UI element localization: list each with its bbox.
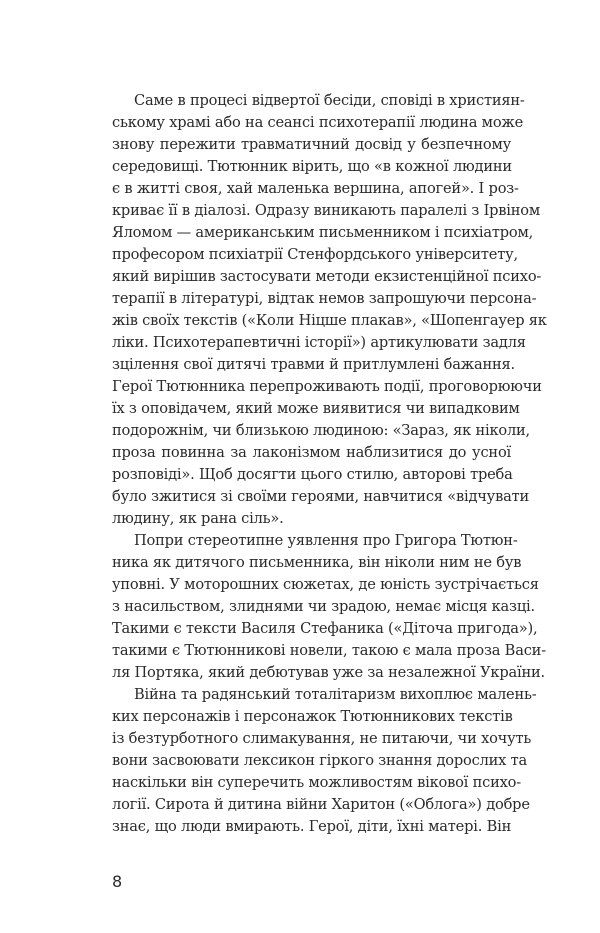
- text-line: Саме в процесі відвертої бесіди, сповіді в християн-: [134, 92, 525, 109]
- text-line: зцілення свої дитячі травми й притлумлені бажання.: [112, 356, 515, 373]
- text-line: жів своїх текстів («Коли Ніцше плакав», «Шопенгауер як: [112, 312, 547, 329]
- text-line: із безтурботного слимакування, не питаючи, чи хочуть: [112, 730, 532, 747]
- paragraph: [112, 684, 537, 838]
- text-line: ліки. Психотерапевтичні історії») артикулювати задля: [112, 334, 526, 351]
- text-line: який вирішив застосувати методи екзистенційної психо-: [112, 268, 542, 285]
- text-line: знову пережити травматичний досвід у безпечному: [112, 136, 511, 153]
- text-line: людину, як рана сіль».: [112, 510, 284, 527]
- text-line: уповні. У моторошних сюжетах, де юність зустрічається: [112, 576, 539, 593]
- page-number: 8: [112, 872, 123, 891]
- text-line: розповіді». Щоб досягти цього стилю, авторові треба: [112, 466, 513, 483]
- text-line: їх з оповідачем, який може виявитися чи випадковим: [112, 400, 520, 417]
- text-line: вони засвоювати лексикон гіркого знання дорослих та: [112, 752, 528, 769]
- text-line: Попри стереотипне уявлення про Григора Тютюн-: [134, 532, 518, 549]
- text-line: є в житті своя, хай маленька вершина, апогей». І роз-: [112, 180, 519, 197]
- text-line: ля Портяка, який дебютував уже за незалежної України.: [112, 664, 545, 681]
- text-line: Такими є тексти Василя Стефаника («Діточа пригода»),: [112, 620, 538, 637]
- text-line: подорожнім, чи близькою людиною: «Зараз, як ніколи,: [112, 422, 530, 439]
- paragraph: [112, 90, 547, 530]
- text-line: було зжитися зі своїми героями, навчитися «відчувати: [112, 488, 529, 505]
- text-line: логії. Сирота й дитина війни Харитон («Облога») добре: [112, 796, 530, 813]
- text-line: Герої Тютюнника перепроживають події, проговорюючи: [112, 378, 542, 395]
- text-line: криває її в діалозі. Одразу виникають паралелі з Ірвіном: [112, 202, 541, 219]
- text-line: Яломом — американським письменником і психіатром,: [112, 224, 534, 241]
- text-line: Війна та радянський тоталітаризм вихоплює малень-: [134, 686, 537, 703]
- text-line: з насильством, злиднями чи зрадою, немає місця казці.: [112, 598, 535, 615]
- text-line: ких персонажів і персонажок Тютюнникових текстів: [112, 708, 513, 725]
- text-line: середовищі. Тютюнник вірить, що «в кожної людини: [112, 158, 512, 175]
- text-line: такими є Тютюнникові новели, такою є мала проза Васи-: [112, 642, 546, 659]
- text-line: терапії в літературі, відтак немов запрошуючи персона-: [112, 290, 537, 307]
- paragraph: [112, 530, 546, 684]
- text-line: ника як дитячого письменника, він ніколи ним не був: [112, 554, 522, 571]
- text-line: наскільки він суперечить можливостям вікової психо-: [112, 774, 521, 791]
- body-text: [112, 90, 547, 838]
- text-line: ському храмі або на сеансі психотерапії людина може: [112, 114, 524, 131]
- text-line: професором психіатрії Стенфордського університету,: [112, 246, 518, 263]
- text-line: знає, що люди вмирають. Герої, діти, їхні матері. Він: [112, 818, 512, 835]
- text-line: проза повинна за лаконізмом наблизитися до усної: [112, 444, 511, 461]
